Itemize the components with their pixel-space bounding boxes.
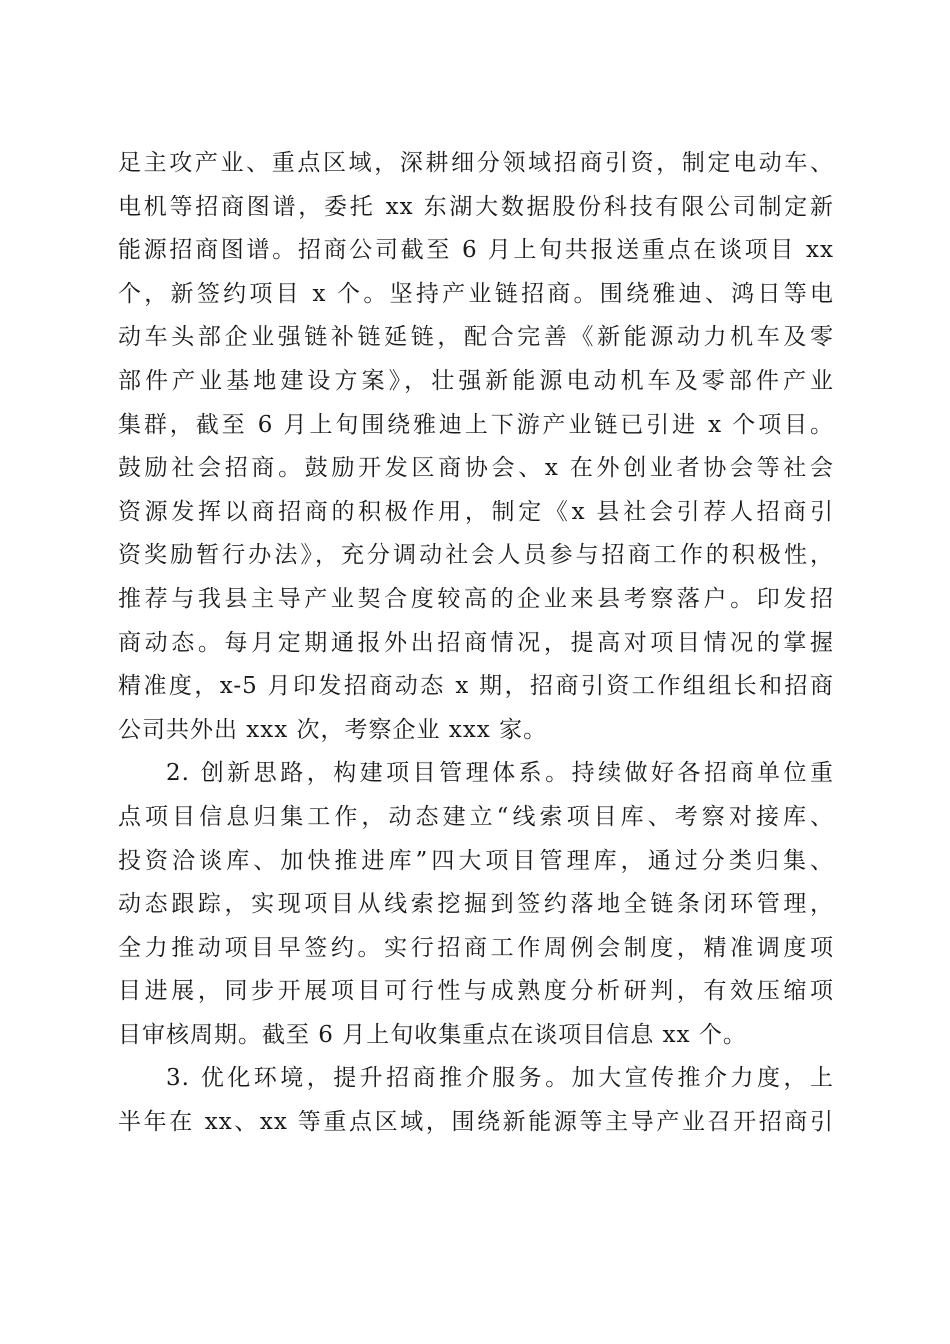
text-line: 全力推动项目早签约。实行招商工作周例会制度，精准调度项	[118, 934, 834, 961]
text-line: 动车头部企业强链补链延链，配合完善《新能源动力机车及零	[118, 324, 834, 351]
text-line: 能源招商图谱。招商公司截至 6 月上旬共报送重点在谈项目 xx	[118, 237, 834, 264]
text-line: 推荐与我县主导产业契合度较高的企业来县考察落户。印发招	[118, 585, 834, 612]
text-line: 鼓励社会招商。鼓励开发区商协会、x 在外创业者协会等社会	[118, 455, 834, 482]
text-line: 足主攻产业、重点区域，深耕细分领域招商引资，制定电动车、	[118, 150, 834, 176]
text-line: 部件产业基地建设方案》，壮强新能源电动机车及零部件产业	[118, 367, 834, 394]
text-line: 2. 创新思路，构建项目管理体系。持续做好各招商单位重	[166, 760, 834, 787]
text-line: 点项目信息归集工作，动态建立“线索项目库、考察对接库、	[118, 803, 834, 830]
text-line: 个，新签约项目 x 个。坚持产业链招商。围绕雅迪、鸿日等电	[118, 280, 834, 307]
text-line: 半年在 xx、xx 等重点区域，围绕新能源等主导产业召开招商引	[118, 1109, 834, 1136]
text-line: 商动态。每月定期通报外出招商情况，提高对项目情况的掌握	[118, 629, 834, 656]
text-line: 资奖励暂行办法》，充分调动社会人员参与招商工作的积极性，	[118, 542, 834, 569]
text-line: 电机等招商图谱，委托 xx 东湖大数据股份科技有限公司制定新	[118, 193, 834, 220]
text-line: 公司共外出 xxx 次，考察企业 xxx 家。	[118, 716, 548, 743]
text-line: 3. 优化环境，提升招商推介服务。加大宣传推介力度，上	[166, 1065, 834, 1092]
text-line: 动态跟踪，实现项目从线索挖掘到签约落地全链条闭环管理，	[118, 891, 834, 918]
text-line: 资源发挥以商招商的积极作用，制定《x 县社会引荐人招商引	[118, 498, 834, 525]
text-line: 目审核周期。截至 6 月上旬收集重点在谈项目信息 xx 个。	[118, 1021, 747, 1048]
paragraph-1	[118, 142, 834, 752]
document-body	[118, 142, 834, 1145]
text-line: 目进展，同步开展项目可行性与成熟度分析研判，有效压缩项	[118, 978, 834, 1005]
text-line: 集群，截至 6 月上旬围绕雅迪上下游产业链已引进 x 个项目。	[118, 411, 834, 438]
paragraph-3	[118, 1057, 834, 1144]
text-line: 投资洽谈库、加快推进库”四大项目管理库，通过分类归集、	[118, 847, 834, 874]
text-line: 精准度，x-5 月印发招商动态 x 期，招商引资工作组组长和招商	[118, 673, 834, 700]
paragraph-2	[118, 752, 834, 1057]
